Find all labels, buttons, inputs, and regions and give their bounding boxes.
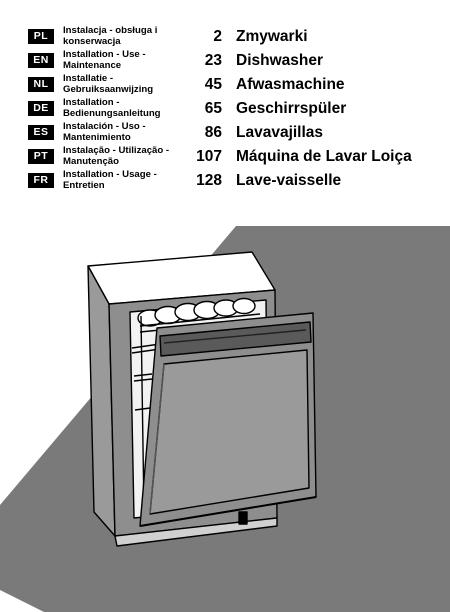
page-number: 128 xyxy=(196,172,222,189)
section-title: Máquina de Lavar Loiça xyxy=(236,148,412,165)
language-badge: EN xyxy=(28,53,54,68)
description-line: Entretien xyxy=(63,179,105,191)
page-number: 2 xyxy=(213,28,222,45)
language-badge: NL xyxy=(28,77,54,92)
section-title: Lave-vaisselle xyxy=(236,172,342,189)
description-line: Installation - Usage - xyxy=(63,169,157,180)
language-badge: PL xyxy=(28,29,54,44)
page-number: 107 xyxy=(196,148,222,165)
description-line: konserwacja xyxy=(63,35,121,47)
section-title: Lavavajillas xyxy=(236,124,324,141)
page-number: 86 xyxy=(204,124,222,141)
description-line: Mantenimiento xyxy=(63,131,131,143)
description-line: Installation - xyxy=(63,97,120,108)
description-line: Installatie - xyxy=(63,73,114,84)
section-title: Zmywarki xyxy=(236,28,308,45)
section-title: Geschirrspüler xyxy=(236,100,347,117)
page-number: 45 xyxy=(204,76,222,93)
language-badge: DE xyxy=(28,101,54,116)
description-line: Maintenance xyxy=(63,59,122,71)
language-badge: ES xyxy=(28,125,54,140)
page-number: 23 xyxy=(204,52,222,69)
description-line: Instalação - Utilização - xyxy=(63,145,170,156)
section-title: Dishwasher xyxy=(236,52,324,69)
description-line: Gebruiksaanwijzing xyxy=(63,83,154,95)
description-line: Bedienungsanleitung xyxy=(63,107,161,119)
description-line: Instalación - Uso - xyxy=(63,121,146,132)
section-title: Afwasmachine xyxy=(236,76,345,93)
description-line: Installation - Use - xyxy=(63,49,146,60)
language-badge: PT xyxy=(28,149,54,164)
description-line: Instalacja - obsługa i xyxy=(63,25,158,36)
description-line: Manutenção xyxy=(63,155,119,167)
page-number: 65 xyxy=(204,100,222,117)
language-badge: FR xyxy=(28,173,54,188)
